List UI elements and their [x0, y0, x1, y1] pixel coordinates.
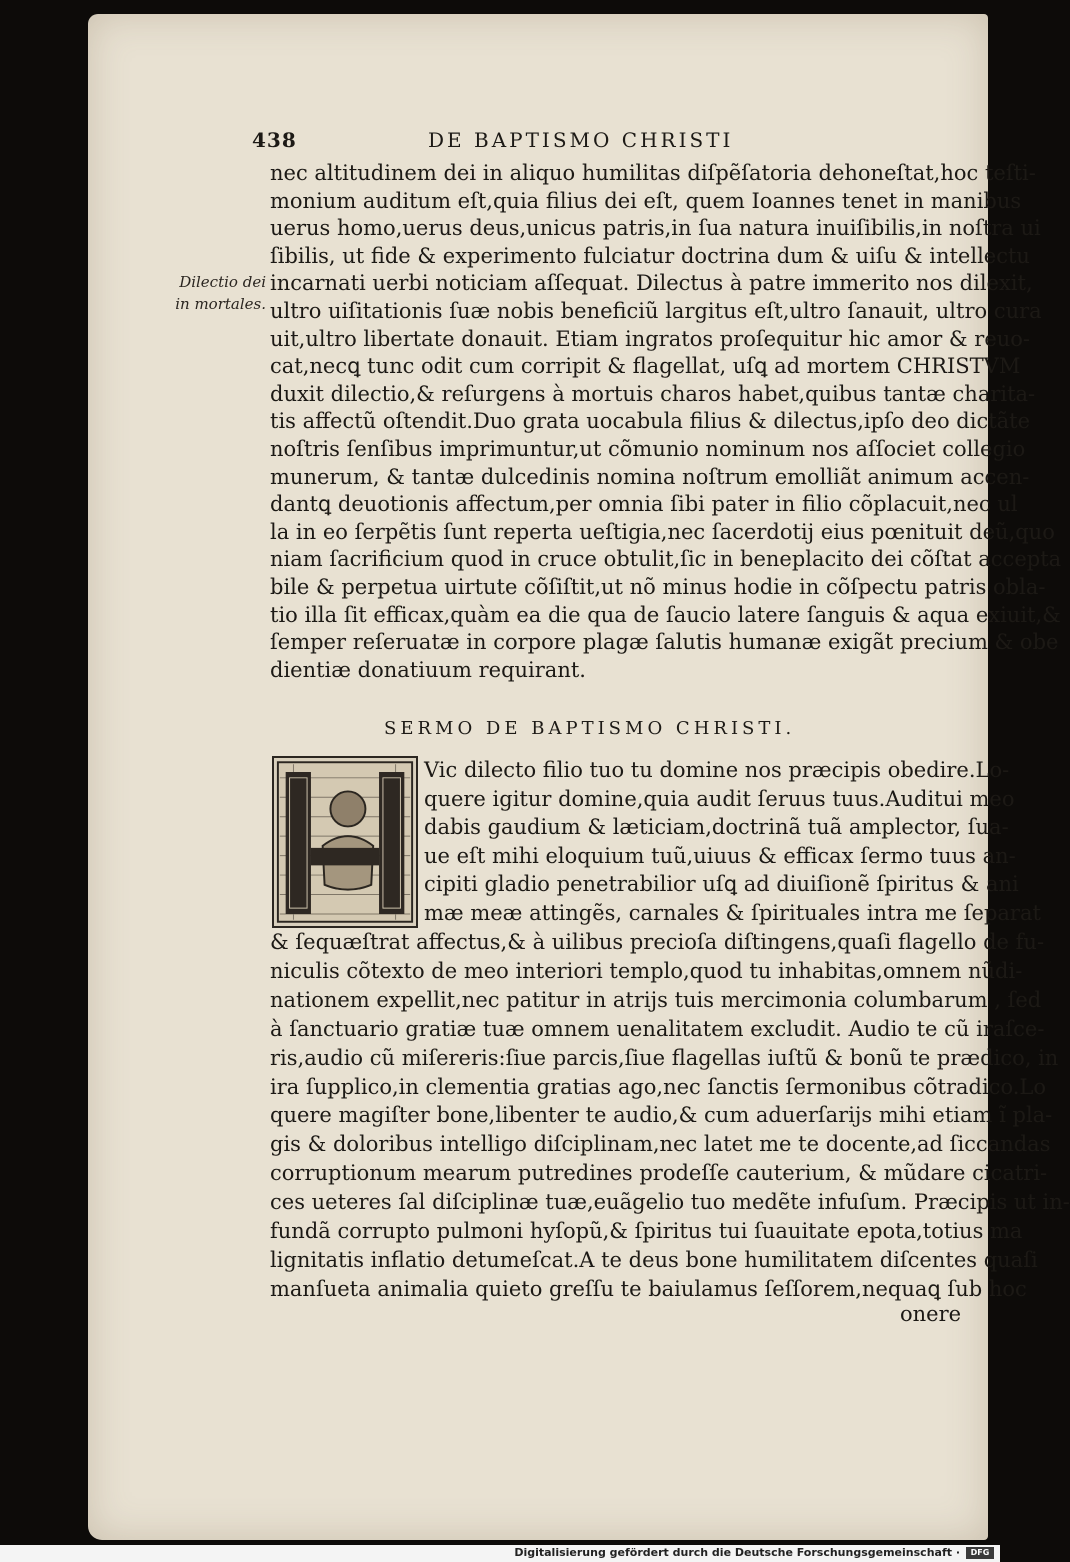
text-line: fundã corrupto pulmoni hyſopũ,& ſpiritus tui ſuauitate epota,totius ma [270, 1219, 1023, 1244]
text-line: ultro uiſitationis ſuæ nobis beneficiũ largitus eſt,ultro ſanauit, ultro cura [270, 298, 1042, 323]
text-line: bile & perpetua uirtute cõſiſtit,ut nõ minus hodie in cõſpectu patris obla- [270, 574, 1046, 599]
initial-paragraph [424, 756, 1041, 928]
marginal-note-line: in mortales. [175, 295, 266, 313]
text-line: dientiæ donatiuum requirant. [270, 657, 586, 682]
text-line: nationem expellit,nec patitur in atrijs tuis mercimonia columbarum , ſed [270, 987, 1042, 1012]
dfg-logo-icon: DFG [966, 1547, 994, 1559]
text-line: noſtris ſenſibus imprimuntur,ut cõmunio nominum nos aſſociet collegio [270, 436, 1026, 461]
text-line: incarnati uerbi noticiam aſſequat. Dilectus à patre immerito nos dilexit, [270, 271, 1033, 296]
text-line: & ſequæſtrat affectus,& à uilibus precioſa diſtingens,quaſi flagello de fu- [270, 930, 1045, 954]
text-line: quere igitur domine,quia audit ſeruus tuus.Auditui meo [424, 786, 1015, 811]
text-line: manſueta animalia quieto greſſu te baiulamus ſeſſorem,nequaꝗ ſub hoc [270, 1276, 1027, 1301]
text-line: corruptionum mearum putredines prodeſſe cauterium, & mũdare cicatri- [270, 1161, 1048, 1186]
text-line: lignitatis inflatio detumeſcat.A te deus bone humilitatem diſcentes quaſi [270, 1247, 1038, 1272]
text-line: nec altitudinem dei in aliquo humilitas diſpẽſatoria dehoneſtat,hoc teſti- [270, 161, 1036, 185]
page-number: 438 [252, 128, 297, 152]
text-line: ces ueteres ſal diſciplinæ tuæ,euãgelio tuo medẽte infuſum. Præcipis ut in- [270, 1190, 1070, 1215]
text-line: ſibilis, ut fide & experimento fulciatur doctrina dum & uiſu & intellectu [270, 243, 1030, 268]
text-line: ue eſt mihi eloquium tuũ,uiuus & efficax ſermo tuus an- [424, 843, 1016, 868]
text-line: cipiti gladio penetrabilior uſꝗ ad diuiſionẽ ſpiritus & ani [424, 872, 1019, 897]
text-line: duxit dilectio,& reſurgens à mortuis charos habet,quibus tantæ charita- [270, 381, 1036, 406]
text-line: niam ſacrificium quod in cruce obtulit,ſic in beneplacito dei cõſtat accepta [270, 547, 1062, 572]
text-line: ſemper reſeruatæ in corpore plagæ ſalutis humanæ exigãt precium & obe [270, 630, 1059, 655]
paragraph-2 [270, 928, 1070, 1304]
text-line: Vic dilecto filio tuo tu domine nos præcipis obedire.Lo- [424, 758, 1010, 782]
text-line: tis affectũ oſtendit.Duo grata uocabula filius & dilectus,ipſo deo dictãte [270, 409, 1031, 434]
footer-credit: Digitalisierung gefördert durch die Deutsche Forschungsgemeinschaft · [514, 1546, 960, 1559]
footer-bar [0, 1545, 1000, 1562]
text-line: monium auditum eſt,quia filius dei eſt, quem Ioannes tenet in manibus [270, 188, 1022, 213]
marginal-note-line: Dilectio dei [179, 273, 266, 291]
text-line: dantꝗ deuotionis affectum,per omnia ſibi pater in filio cõplacuit,nec ul [270, 492, 1018, 517]
running-head [252, 126, 972, 162]
catchword: onere [900, 1302, 962, 1326]
text-line: tio illa ſit efficax,quàm ea die qua de ſaucio latere ſanguis & aqua exiuit,& [270, 602, 1061, 627]
text-line: quere magiſter bone,libenter te audio,& cum aduerſarijs mihi etiam ĩ pla- [270, 1103, 1053, 1128]
text-line: niculis cõtexto de meo interiori templo,quod tu inhabitas,omnem nũdi- [270, 958, 1023, 983]
text-line: uerus homo,uerus deus,unicus patris,in ſua natura inuiſibilis,in noſtra ui [270, 216, 1041, 241]
marginal-note [168, 271, 266, 315]
text-line: uit,ultro libertate donauit. Etiam ingratos proſequitur hic amor & reuo- [270, 326, 1031, 351]
text-line: mæ meæ attingẽs, carnales & ſpirituales intra me ſeparat [424, 900, 1041, 925]
text-line: ira ſupplico,in clementia gratias ago,nec ſanctis ſermonibus cõtradico.Lo [270, 1074, 1046, 1099]
text-line: dabis gaudium & læticiam,doctrinã tuã amplector, ſua- [424, 815, 1009, 840]
text-line: ris,audio cũ miſereris:ſiue parcis,ſiue flagellas iuſtũ & bonũ te prædico, in [270, 1045, 1059, 1070]
paragraph-1 [270, 160, 1062, 684]
text-line: gis & doloribus intelligo diſciplinam,nec latet me te docente,ad ſiccandas [270, 1132, 1051, 1157]
text-line: cat,necꝗ tunc odit cum corripit & flagellat, uſꝗ ad mortem CHRISTVM [270, 354, 1021, 379]
woodcut-initial-H-icon [272, 756, 418, 928]
text-line: munerum, & tantæ dulcedinis nomina noſtrum emolliãt animum accen- [270, 464, 1030, 489]
running-title: DE BAPTISMO CHRISTI [428, 128, 734, 152]
text-line: à ſanctuario gratiæ tuæ omnem uenalitatem excludit. Audio te cũ iraſce- [270, 1016, 1045, 1041]
sermon-heading: SERMO DE BAPTISMO CHRISTI. [384, 718, 796, 739]
text-line: la in eo ſerpẽtis ſunt reperta ueſtigia,nec ſacerdotij eius pœnituit deũ,quo [270, 519, 1055, 544]
